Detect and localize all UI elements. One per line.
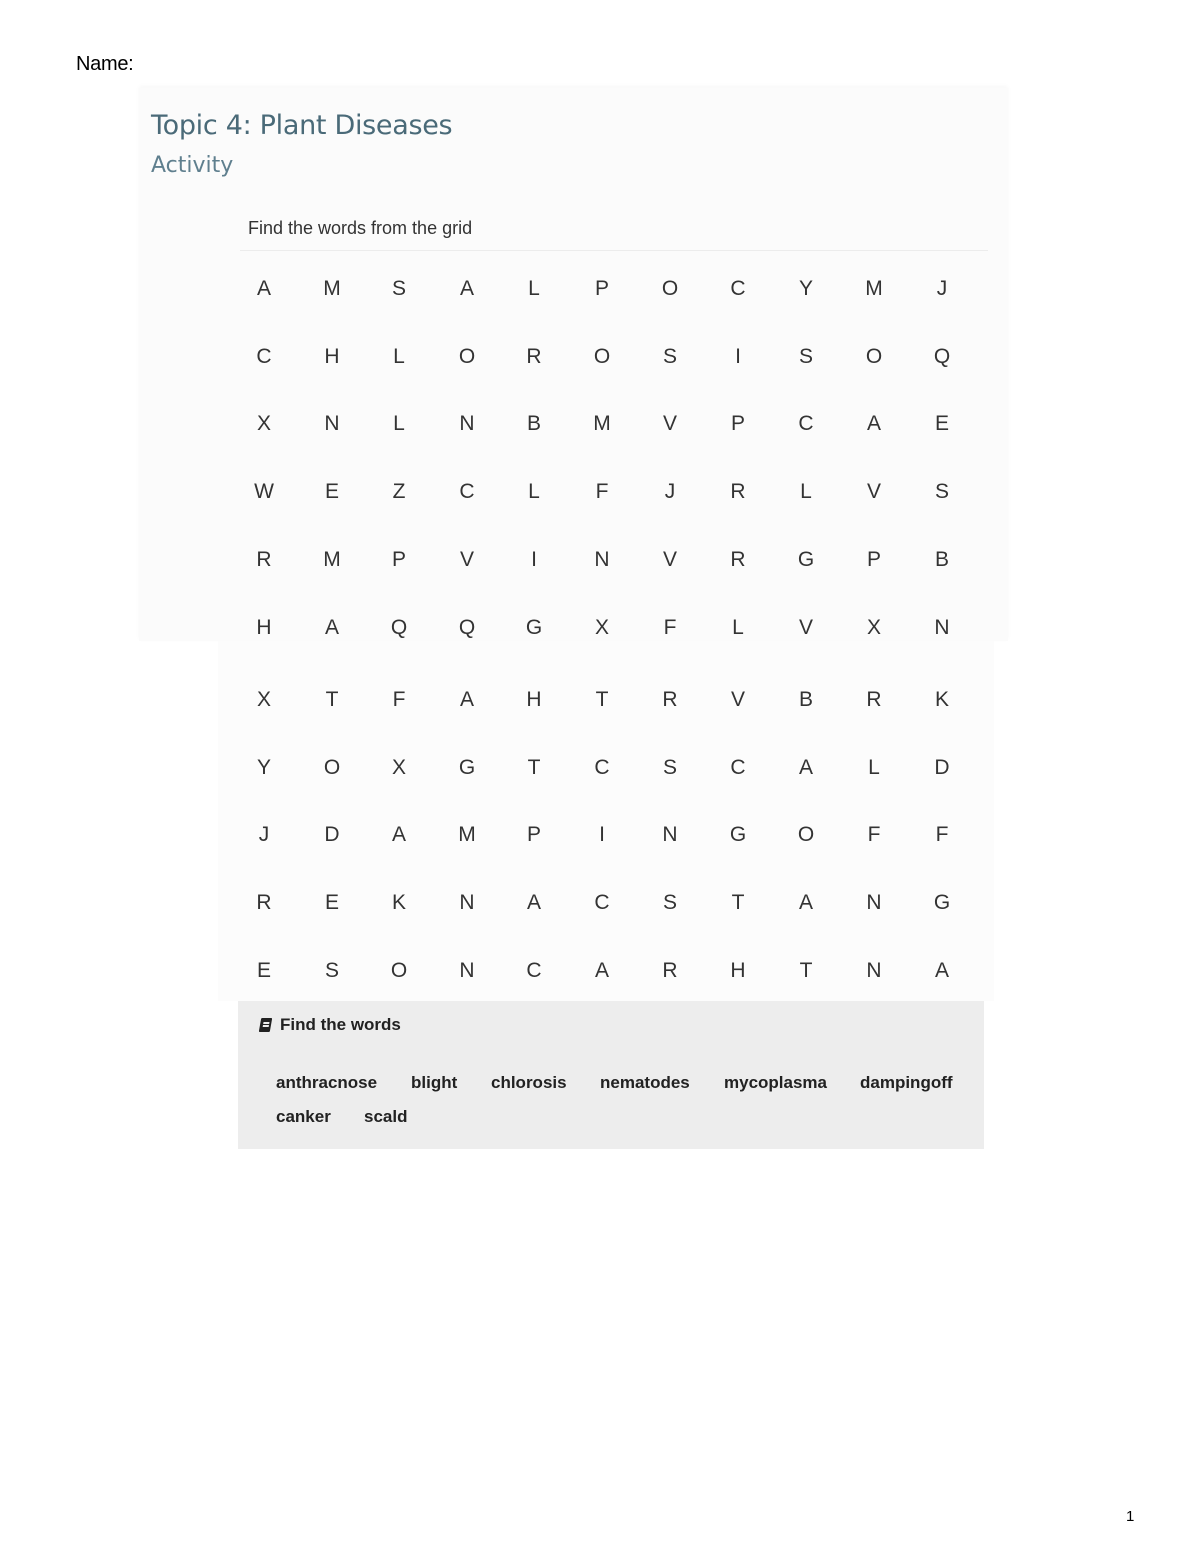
book-icon <box>259 1018 274 1032</box>
grid-cell: I <box>599 823 605 847</box>
grid-cell: F <box>867 823 881 847</box>
word-item: scald <box>364 1107 408 1126</box>
word-item: dampingoff <box>860 1073 953 1092</box>
grid-cell: F <box>663 615 677 639</box>
grid-cell: A <box>459 277 474 300</box>
grid-cell: D <box>934 755 950 779</box>
grid-cell: M <box>323 547 341 571</box>
grid-cell: A <box>391 823 406 847</box>
word-item: anthracnose <box>276 1073 378 1092</box>
word-list-header-label: Find the words <box>280 1015 401 1034</box>
grid-cell: G <box>933 891 951 915</box>
grid-cell: T <box>731 891 745 915</box>
word-item: canker <box>276 1107 331 1126</box>
grid-cell: O <box>865 344 883 368</box>
grid-cell: E <box>256 958 271 982</box>
grid-cell: T <box>799 958 813 982</box>
grid-cell: Z <box>392 480 406 504</box>
word-item: chlorosis <box>491 1073 567 1092</box>
grid-cell: D <box>324 823 340 847</box>
grid-cell: T <box>527 755 541 779</box>
grid-cell: C <box>459 480 475 504</box>
grid-cell: S <box>798 344 813 368</box>
instructions-divider <box>240 250 988 251</box>
grid-cell: R <box>730 480 746 504</box>
grid-cell: Q <box>390 615 408 639</box>
grid-cell: Y <box>256 755 271 779</box>
grid-cell: C <box>798 412 814 436</box>
grid-cell: H <box>324 344 340 368</box>
grid-cell: Q <box>933 344 951 368</box>
grid-cell: B <box>526 412 541 436</box>
grid-row <box>230 255 978 323</box>
grid-cell: V <box>662 412 677 436</box>
grid-cell: C <box>730 755 746 779</box>
grid-cell: B <box>934 547 949 571</box>
grid-cell: N <box>459 891 475 915</box>
grid-cell: C <box>256 344 272 368</box>
grid-cell: I <box>735 344 741 368</box>
grid-cell: O <box>797 823 815 847</box>
word-item: nematodes <box>600 1073 690 1092</box>
grid-row <box>230 594 978 662</box>
grid-cell: L <box>393 344 405 368</box>
grid-cell: T <box>325 688 339 711</box>
grid-cell: P <box>866 547 881 571</box>
grid-cell: X <box>256 412 271 436</box>
grid-cell: O <box>593 344 611 368</box>
grid-cell: C <box>594 891 610 915</box>
grid-cell: W <box>254 480 274 504</box>
grid-cell: A <box>526 891 541 915</box>
grid-cell: J <box>936 277 948 300</box>
word-item: mycoplasma <box>724 1073 827 1092</box>
grid-cell: M <box>323 277 341 300</box>
grid-cell: O <box>390 958 408 982</box>
grid-cell: L <box>732 615 744 639</box>
grid-row <box>230 801 978 869</box>
grid-cell: X <box>256 688 271 711</box>
grid-cell: C <box>594 755 610 779</box>
grid-cell: J <box>258 823 270 847</box>
grid-cell: V <box>798 615 813 639</box>
grid-cell: P <box>730 412 745 436</box>
grid-row <box>230 666 978 734</box>
grid-cell: X <box>391 755 406 779</box>
grid-cell: R <box>730 547 746 571</box>
grid-cell: A <box>798 891 813 915</box>
grid-cell: N <box>324 412 340 436</box>
grid-cell: S <box>324 958 339 982</box>
grid-cell: L <box>528 480 540 504</box>
grid-cell: Q <box>458 615 476 639</box>
puzzle-instructions: Find the words from the grid <box>248 218 473 238</box>
grid-cell: S <box>662 891 677 915</box>
grid-cell: R <box>662 958 678 982</box>
grid-row <box>230 458 978 526</box>
grid-cell: K <box>934 688 949 711</box>
grid-cell: H <box>256 615 272 639</box>
grid-cell: V <box>730 688 745 711</box>
grid-cell: L <box>393 412 405 436</box>
grid-cell: R <box>256 891 272 915</box>
grid-cell: A <box>256 277 271 300</box>
grid-cell: B <box>798 688 813 711</box>
word-item: blight <box>411 1073 458 1092</box>
grid-cell: N <box>934 615 950 639</box>
grid-cell: A <box>324 615 339 639</box>
grid-cell: N <box>459 412 475 436</box>
grid-cell: P <box>594 277 609 300</box>
grid-cell: N <box>459 958 475 982</box>
grid-cell: N <box>594 547 610 571</box>
grid-cell: S <box>662 344 677 368</box>
grid-cell: G <box>525 615 543 639</box>
grid-row <box>230 390 978 458</box>
grid-cell: S <box>662 755 677 779</box>
grid-cell: A <box>934 958 949 982</box>
grid-cell: S <box>391 277 406 300</box>
grid-cell: E <box>934 412 949 436</box>
grid-cell: A <box>459 688 474 711</box>
grid-cell: R <box>256 547 272 571</box>
grid-row <box>230 323 978 391</box>
grid-cell: O <box>323 755 341 779</box>
grid-cell: L <box>868 755 880 779</box>
grid-cell: L <box>800 480 812 504</box>
grid-row <box>230 734 978 802</box>
grid-cell: O <box>458 344 476 368</box>
grid-cell: S <box>934 480 949 504</box>
grid-cell: V <box>866 480 881 504</box>
grid-cell: A <box>866 412 881 436</box>
grid-cell: G <box>458 755 476 779</box>
grid-cell: F <box>392 688 406 711</box>
grid-cell: R <box>526 344 542 368</box>
grid-cell: L <box>528 277 540 300</box>
grid-row <box>230 526 978 594</box>
word-list-header <box>260 1015 401 1035</box>
grid-cell: F <box>935 823 949 847</box>
grid-cell: G <box>797 547 815 571</box>
grid-cell: M <box>865 277 883 300</box>
word-list-box <box>238 1001 984 1149</box>
grid-cell: R <box>662 688 678 711</box>
grid-cell: X <box>594 615 609 639</box>
grid-cell: E <box>324 480 339 504</box>
grid-cell: F <box>595 480 609 504</box>
name-label: Name: <box>76 53 134 75</box>
grid-cell: C <box>730 277 746 300</box>
grid-cell: N <box>866 891 882 915</box>
grid-cell: M <box>458 823 476 847</box>
grid-cell: O <box>661 277 679 300</box>
grid-cell: P <box>391 547 406 571</box>
grid-cell: I <box>531 547 537 571</box>
grid-cell: A <box>594 958 609 982</box>
grid-row <box>230 937 978 1005</box>
grid-cell: V <box>662 547 677 571</box>
grid-cell: Y <box>798 277 813 300</box>
grid-cell: G <box>729 823 747 847</box>
page-number: 1 <box>1126 1508 1135 1525</box>
grid-cell: H <box>526 688 542 711</box>
grid-cell: E <box>324 891 339 915</box>
grid-cell: X <box>866 615 881 639</box>
grid-cell: C <box>526 958 542 982</box>
grid-cell: K <box>391 891 406 915</box>
grid-cell: J <box>664 480 676 504</box>
topic-subtitle: Activity <box>151 153 234 178</box>
grid-cell: T <box>595 688 609 711</box>
topic-title: Topic 4: Plant Diseases <box>151 110 453 141</box>
grid-cell: N <box>662 823 678 847</box>
grid-row <box>230 869 978 937</box>
grid-cell: P <box>526 823 541 847</box>
grid-cell: H <box>730 958 746 982</box>
grid-cell: A <box>798 755 813 779</box>
grid-cell: N <box>866 958 882 982</box>
grid-cell: R <box>866 688 882 711</box>
grid-cell: V <box>459 547 474 571</box>
grid-cell: M <box>593 412 611 436</box>
